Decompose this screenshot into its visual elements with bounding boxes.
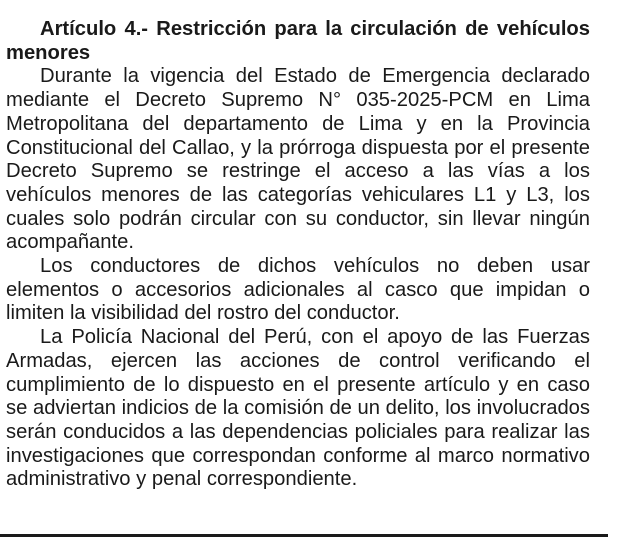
- article-4: [6, 18, 590, 492]
- paragraph-2: Los conductores de dichos vehículos no deben usar elementos o accesorios adicionales al casco que impidan o limiten la visibilidad del rostro del conductor.: [6, 255, 590, 325]
- horizontal-rule: [0, 534, 608, 537]
- paragraph-1: Durante la vigencia del Estado de Emergencia declarado mediante el Decreto Supremo N° 035-2025-PCM en Lima Metropolitana del departamento de Lima y en la Provincia Constitucional del Callao, y la prórroga dispuesta por el presente Decreto Supremo se restringe el acceso a las vías a los vehículos menores de las categorías vehiculares L1 y L3, los cuales solo podrán circular con su conductor, sin llevar ningún acompañante.: [6, 65, 590, 254]
- paragraph-3: La Policía Nacional del Perú, con el apoyo de las Fuerzas Armadas, ejercen las acciones de control verificando el cumplimiento de lo dispuesto en el presente artículo y en caso se adviertan indicios de la comisión de un delito, los involucrados serán conducidos a las dependencias policiales para realizar las investigaciones que correspondan conforme al marco normativo administrativo y penal correspondiente.: [6, 326, 590, 491]
- article-title: Artículo 4.- Restricción para la circulación de vehículos menores: [6, 18, 590, 64]
